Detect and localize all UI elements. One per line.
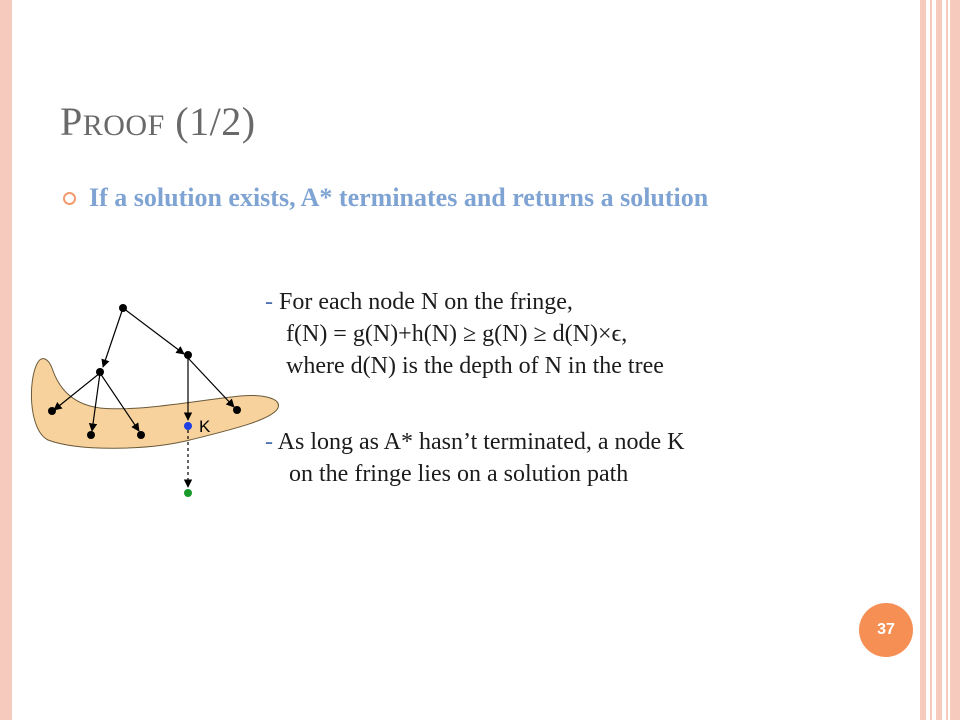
tree-node [96, 368, 104, 376]
tree-node [119, 304, 127, 312]
sub-point-2-text-1: As long as A* hasn’t terminated, a node K [273, 429, 685, 455]
sub-point-1-line-2: f(N) = g(N)+h(N) ≥ g(N) ≥ d(N)×ϵ, [286, 321, 628, 347]
bullet-text: If a solution exists, A* terminates and returns a solution [89, 183, 709, 212]
sub-point-2-dash: - [265, 429, 273, 455]
tree-node [184, 351, 192, 359]
fringe-region [31, 359, 278, 449]
tree-node [48, 407, 56, 415]
title-suffix: (1/2) [164, 99, 256, 144]
goal-node [184, 489, 192, 497]
sub-point-1-line-3: where d(N) is the depth of N in the tree [286, 353, 664, 379]
tree-node [137, 431, 145, 439]
node-k-label: K [199, 417, 211, 436]
tree-node [87, 431, 95, 439]
node-k [184, 422, 192, 430]
tree-edge [103, 308, 123, 367]
page-number-badge: 37 [859, 603, 913, 657]
tree-edge [123, 308, 184, 354]
sub-point-2-line-2: on the fringe lies on a solution path [289, 461, 629, 487]
sub-point-1-text-1: For each node N on the fringe, [273, 289, 573, 315]
sub-point-1-dash: - [265, 289, 273, 315]
title-initial: P [60, 99, 83, 144]
tree-node [233, 406, 241, 414]
title-small-caps: ROOF [82, 109, 165, 142]
